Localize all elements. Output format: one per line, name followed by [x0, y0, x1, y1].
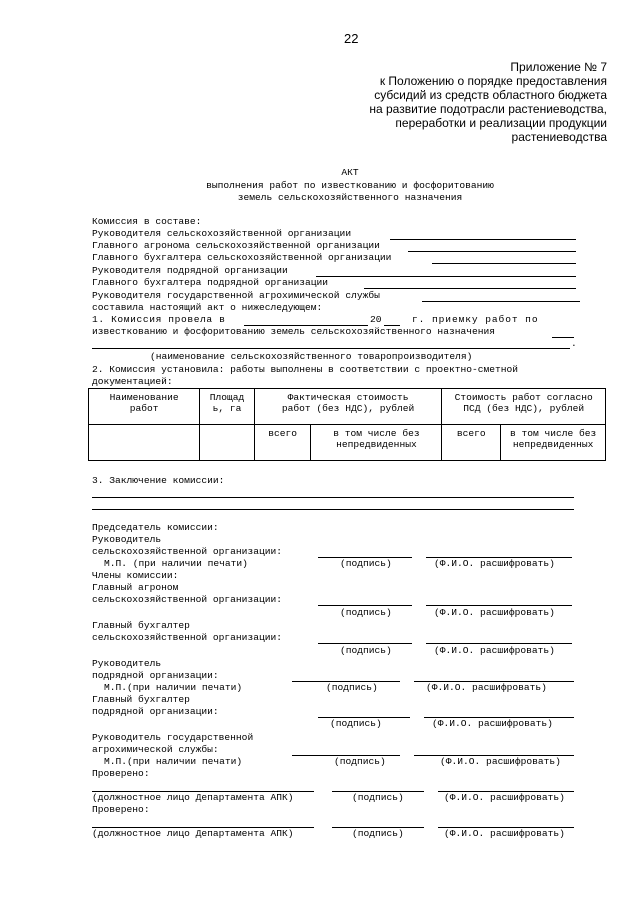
fill-line [432, 263, 576, 264]
fill-line [92, 509, 574, 510]
sig-role: подрядной организации: [92, 670, 219, 681]
sig-role: сельскохозяйственной организации: [92, 594, 282, 605]
fio-line [426, 605, 572, 606]
fio-caption: (Ф.И.О. расшифровать) [444, 792, 565, 803]
stamp-note: М.П. (при наличии печати) [104, 558, 248, 569]
checked-label: Проверено: [92, 804, 150, 815]
fio-caption: (Ф.И.О. расшифровать) [432, 718, 553, 729]
compiled-text: составила настоящий акт о нижеследующем: [92, 302, 323, 313]
sig-role: Руководитель [92, 658, 162, 669]
sign-caption: (подпись) [340, 645, 392, 656]
act-subtitle: выполнения работ по известкованию и фосфоритованию [206, 180, 494, 191]
appendix-line: растениеводства [511, 130, 607, 144]
sig-role: агрохимической службы: [92, 744, 219, 755]
members-label: Члены комиссии: [92, 570, 179, 581]
fill-line [92, 348, 570, 349]
cell-work-name [89, 425, 200, 461]
sign-caption: (подпись) [340, 558, 392, 569]
header-psd-cost: Стоимость работ согласно ПСД (без НДС), рублей [442, 389, 606, 425]
commission-member: Руководителя подрядной организации [92, 265, 288, 276]
appendix-line: к Положению о порядке предоставления [379, 74, 607, 88]
subheader-total: всего [442, 425, 501, 461]
sig-role: Руководитель государственной [92, 732, 254, 743]
item-1-text: известкованию и фосфоритованию земель сельскохозяйственного назначения [92, 326, 496, 337]
header-work-name: Наименование работ [89, 389, 200, 425]
producer-caption: (наименование сельскохозяйственного товаропроизводителя) [150, 351, 473, 362]
sig-role: сельскохозяйственной организации: [92, 632, 282, 643]
official-caption: (должностное лицо Департамента АПК) [92, 828, 294, 839]
appendix-line: субсидий из средств областного бюджета [374, 88, 607, 102]
sign-line [318, 643, 412, 644]
fio-caption: (Ф.И.О. расшифровать) [434, 645, 555, 656]
cell-area [200, 425, 255, 461]
chairman-label: Председатель комиссии: [92, 522, 219, 533]
sig-role: Руководитель [92, 534, 162, 545]
header-area: Площад ь, га [200, 389, 255, 425]
commission-member: Главного бухгалтера подрядной организации [92, 277, 329, 288]
fio-caption: (Ф.И.О. расшифровать) [426, 682, 547, 693]
fill-line [92, 497, 574, 498]
sign-caption: (подпись) [330, 718, 382, 729]
appendix-title: Приложение № 7 [510, 60, 607, 74]
item-2-text: документацией: [92, 376, 173, 387]
page-number: 22 [344, 31, 359, 46]
sign-caption: (подпись) [334, 756, 386, 767]
fio-caption: (Ф.И.О. расшифровать) [434, 607, 555, 618]
commission-member: Руководителя государственной агрохимической службы [92, 290, 380, 301]
subheader-total: всего [254, 425, 311, 461]
commission-intro: Комиссия в составе: [92, 216, 202, 227]
fill-line [316, 276, 576, 277]
fio-caption: (Ф.И.О. расшифровать) [434, 558, 555, 569]
stamp-note: М.П.(при наличии печати) [104, 756, 243, 767]
sig-role: подрядной организации: [92, 706, 219, 717]
act-subtitle: земель сельскохозяйственного назначения [237, 192, 463, 203]
fio-caption: (Ф.И.О. расшифровать) [444, 828, 565, 839]
fill-line [422, 301, 580, 302]
item-1-text: 1. Комиссия провела в [92, 314, 226, 325]
act-title: АКТ [341, 167, 359, 178]
fio-caption: (Ф.И.О. расшифровать) [440, 756, 561, 767]
sign-caption: (подпись) [352, 792, 404, 803]
fill-line [390, 239, 576, 240]
sign-caption: (подпись) [340, 607, 392, 618]
fio-line [426, 643, 572, 644]
sign-caption: (подпись) [352, 828, 404, 839]
fill-line [408, 251, 576, 252]
item-2-text: 2. Комиссия установила: работы выполнены в соответствии с проектно-сметной [92, 364, 519, 375]
item-1-year: 20 [370, 314, 382, 325]
checked-label: Проверено: [92, 768, 150, 779]
item-1-text: г. приемку работ по [412, 314, 539, 325]
works-table [88, 388, 606, 461]
commission-member: Руководителя сельскохозяйственной организации [92, 228, 352, 239]
appendix-line: на развитие подотрасли растениеводства, [369, 102, 607, 116]
fill-line [364, 288, 576, 289]
sig-role: Главный бухгалтер [92, 620, 190, 631]
header-actual-cost: Фактическая стоимость работ (без НДС), рублей [254, 389, 442, 425]
commission-member: Главного бухгалтера сельскохозяйственной организации [92, 252, 392, 263]
sig-role: сельскохозяйственной организации: [92, 546, 282, 557]
subheader-including: в том числе без непредвиденных [311, 425, 442, 461]
sig-role: Главный бухгалтер [92, 694, 190, 705]
sign-caption: (подпись) [326, 682, 378, 693]
commission-member: Главного агронома сельскохозяйственной организации [92, 240, 380, 251]
subheader-including: в том числе без непредвиденных [501, 425, 606, 461]
sig-role: Главный агроном [92, 582, 179, 593]
stamp-note: М.П.(при наличии печати) [104, 682, 243, 693]
official-caption: (должностное лицо Департамента АПК) [92, 792, 294, 803]
sign-line [318, 605, 412, 606]
appendix-line: переработки и реализации продукции [395, 116, 607, 130]
period: . [571, 338, 577, 349]
conclusion-label: 3. Заключение комиссии: [92, 475, 225, 486]
